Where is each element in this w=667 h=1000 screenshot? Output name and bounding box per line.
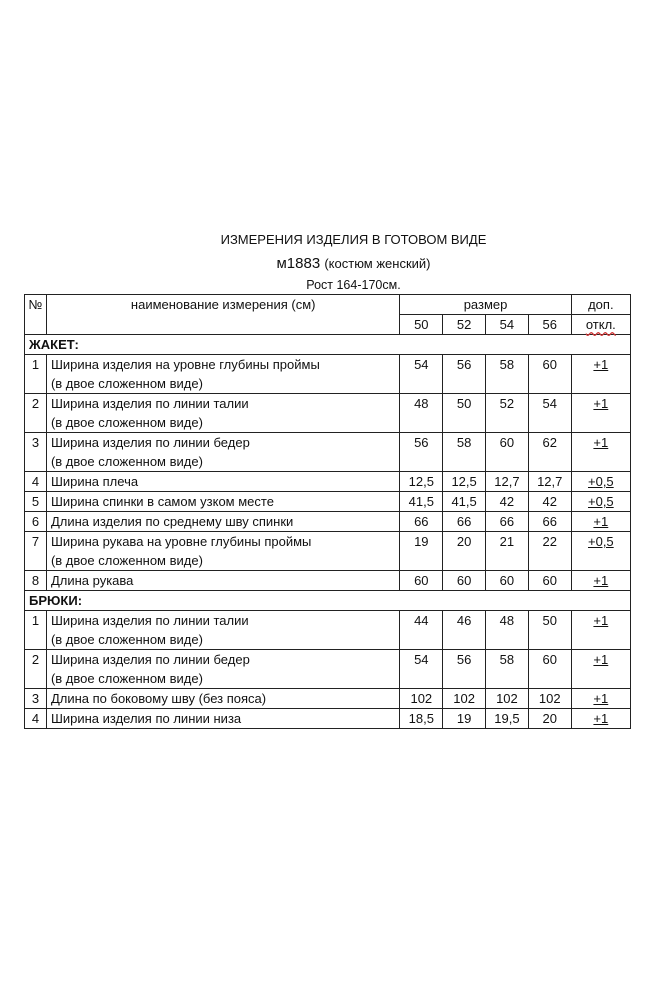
model-description: (костюм женский) bbox=[324, 256, 431, 271]
table-row bbox=[25, 709, 631, 729]
row-name-cell bbox=[46, 571, 399, 591]
table-row bbox=[25, 611, 631, 650]
size-value: 60 bbox=[528, 571, 571, 591]
size-value: 12,5 bbox=[400, 472, 443, 492]
size-value: 42 bbox=[486, 492, 529, 512]
size-value: 56 bbox=[443, 355, 486, 394]
tolerance-value: +1 bbox=[593, 711, 609, 726]
measurement-name: Ширина изделия на уровне глубины проймы bbox=[50, 357, 320, 372]
row-name-cell bbox=[46, 492, 399, 512]
size-value: 20 bbox=[443, 532, 486, 571]
tolerance-value: +1 bbox=[593, 573, 609, 588]
size-value: 54 bbox=[400, 650, 443, 689]
measurement-name: Длина по боковому шву (без пояса) bbox=[50, 691, 267, 706]
size-value: 60 bbox=[528, 650, 571, 689]
size-value: 41,5 bbox=[443, 492, 486, 512]
tolerance-value: +0,5 bbox=[588, 474, 614, 489]
measurement-name: Длина рукава bbox=[50, 573, 134, 588]
size-value: 20 bbox=[528, 709, 571, 729]
section-title: ЖАКЕТ: bbox=[25, 335, 631, 355]
size-value: 60 bbox=[486, 571, 529, 591]
table-row bbox=[25, 689, 631, 709]
size-value: 62 bbox=[528, 433, 571, 472]
tolerance-value: +0,5 bbox=[588, 494, 614, 509]
size-value: 66 bbox=[528, 512, 571, 532]
row-number: 2 bbox=[25, 650, 47, 689]
size-value: 21 bbox=[486, 532, 529, 571]
row-name-cell bbox=[46, 472, 399, 492]
row-name-cell bbox=[46, 512, 399, 532]
measurement-note: (в двое сложенном виде) bbox=[50, 671, 203, 686]
size-value: 102 bbox=[400, 689, 443, 709]
measurement-name: Ширина изделия по линии низа bbox=[50, 711, 242, 726]
size-value: 58 bbox=[486, 355, 529, 394]
header-tol-2: откл. bbox=[585, 317, 616, 332]
measurement-name: Ширина изделия по линии бедер bbox=[50, 652, 250, 667]
measurement-name: Ширина изделия по линии талии bbox=[50, 396, 249, 411]
table-row bbox=[25, 472, 631, 492]
measurement-note: (в двое сложенном виде) bbox=[50, 376, 203, 391]
size-value: 19 bbox=[400, 532, 443, 571]
tolerance-value: +1 bbox=[593, 514, 609, 529]
measurement-name: Ширина спинки в самом узком месте bbox=[50, 494, 274, 509]
table-row bbox=[25, 532, 631, 571]
doc-title: ИЗМЕРЕНИЯ ИЗДЕЛИЯ В ГОТОВОМ ВИДЕ bbox=[220, 232, 487, 247]
size-value: 41,5 bbox=[400, 492, 443, 512]
model-line bbox=[20, 255, 667, 272]
table-row bbox=[25, 355, 631, 394]
size-value: 12,7 bbox=[486, 472, 529, 492]
row-number: 1 bbox=[25, 355, 47, 394]
size-value: 22 bbox=[528, 532, 571, 571]
size-value: 19 bbox=[443, 709, 486, 729]
size-value: 102 bbox=[443, 689, 486, 709]
row-number: 6 bbox=[25, 512, 47, 532]
row-number: 3 bbox=[25, 689, 47, 709]
tolerance-value: +1 bbox=[593, 691, 609, 706]
measurement-name: Ширина плеча bbox=[50, 474, 139, 489]
size-value: 50 bbox=[528, 611, 571, 650]
header-row bbox=[25, 295, 631, 315]
size-value: 102 bbox=[486, 689, 529, 709]
header-name: наименование измерения (см) bbox=[46, 295, 399, 335]
tolerance-value: +0,5 bbox=[588, 534, 614, 549]
table-row bbox=[25, 650, 631, 689]
size-value: 66 bbox=[486, 512, 529, 532]
table-row bbox=[25, 492, 631, 512]
row-number: 7 bbox=[25, 532, 47, 571]
size-value: 44 bbox=[400, 611, 443, 650]
tolerance-value: +1 bbox=[593, 613, 609, 628]
row-name-cell bbox=[46, 532, 399, 571]
header-size: 52 bbox=[443, 315, 486, 335]
header-size: 50 bbox=[400, 315, 443, 335]
size-value: 48 bbox=[400, 394, 443, 433]
size-value: 56 bbox=[443, 650, 486, 689]
section-row bbox=[25, 335, 631, 355]
row-name-cell bbox=[46, 394, 399, 433]
measurement-name: Длина изделия по среднему шву спинки bbox=[50, 514, 294, 529]
header-num: № bbox=[25, 295, 47, 335]
measurement-name: Ширина рукава на уровне глубины проймы bbox=[50, 534, 312, 549]
section-row bbox=[25, 591, 631, 611]
header-size: 56 bbox=[528, 315, 571, 335]
row-name-cell bbox=[46, 650, 399, 689]
table-row bbox=[25, 394, 631, 433]
size-value: 60 bbox=[400, 571, 443, 591]
row-name-cell bbox=[46, 611, 399, 650]
row-number: 4 bbox=[25, 472, 47, 492]
table-row bbox=[25, 571, 631, 591]
size-value: 18,5 bbox=[400, 709, 443, 729]
size-value: 58 bbox=[443, 433, 486, 472]
row-number: 2 bbox=[25, 394, 47, 433]
measurement-note: (в двое сложенном виде) bbox=[50, 415, 203, 430]
size-value: 58 bbox=[486, 650, 529, 689]
size-value: 48 bbox=[486, 611, 529, 650]
header-size: 54 bbox=[486, 315, 529, 335]
header-size-group: размер bbox=[400, 295, 571, 315]
measurement-name: Ширина изделия по линии бедер bbox=[50, 435, 250, 450]
header-tol-1: доп. bbox=[571, 295, 630, 315]
size-value: 60 bbox=[528, 355, 571, 394]
row-name-cell bbox=[46, 355, 399, 394]
height-range: Рост 164-170см. bbox=[306, 278, 401, 292]
size-value: 50 bbox=[443, 394, 486, 433]
size-value: 52 bbox=[486, 394, 529, 433]
model-code: м1883 bbox=[276, 255, 321, 272]
tolerance-value: +1 bbox=[593, 357, 609, 372]
measurement-note: (в двое сложенном виде) bbox=[50, 632, 203, 647]
tolerance-value: +1 bbox=[593, 396, 609, 411]
size-value: 102 bbox=[528, 689, 571, 709]
size-value: 54 bbox=[400, 355, 443, 394]
size-value: 19,5 bbox=[486, 709, 529, 729]
row-number: 5 bbox=[25, 492, 47, 512]
row-number: 3 bbox=[25, 433, 47, 472]
row-name-cell bbox=[46, 689, 399, 709]
tolerance-value: +1 bbox=[593, 652, 609, 667]
tolerance-value: +1 bbox=[593, 435, 609, 450]
table-row bbox=[25, 433, 631, 472]
size-value: 66 bbox=[400, 512, 443, 532]
table-row bbox=[25, 512, 631, 532]
measurements-table bbox=[24, 294, 631, 729]
size-value: 12,5 bbox=[443, 472, 486, 492]
size-value: 12,7 bbox=[528, 472, 571, 492]
size-value: 42 bbox=[528, 492, 571, 512]
size-value: 60 bbox=[486, 433, 529, 472]
section-title: БРЮКИ: bbox=[25, 591, 631, 611]
row-number: 4 bbox=[25, 709, 47, 729]
size-value: 66 bbox=[443, 512, 486, 532]
measurement-note: (в двое сложенном виде) bbox=[50, 553, 203, 568]
row-name-cell bbox=[46, 709, 399, 729]
measurement-note: (в двое сложенном виде) bbox=[50, 454, 203, 469]
size-value: 46 bbox=[443, 611, 486, 650]
row-number: 1 bbox=[25, 611, 47, 650]
row-number: 8 bbox=[25, 571, 47, 591]
row-name-cell bbox=[46, 433, 399, 472]
measurement-name: Ширина изделия по линии талии bbox=[50, 613, 249, 628]
size-value: 56 bbox=[400, 433, 443, 472]
size-value: 54 bbox=[528, 394, 571, 433]
size-value: 60 bbox=[443, 571, 486, 591]
